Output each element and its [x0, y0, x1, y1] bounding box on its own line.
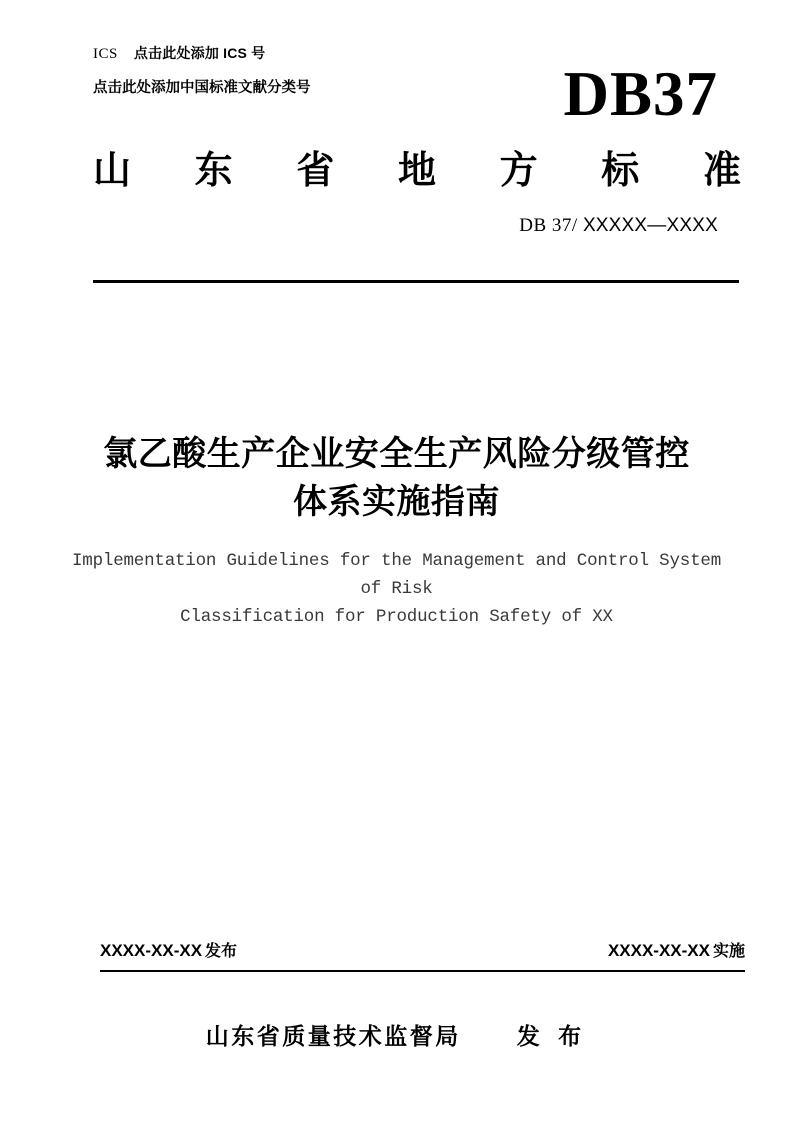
footer-divider-rule — [100, 970, 745, 972]
standard-number-code: XXXXX—XXXX — [582, 215, 718, 236]
page-title-line-1: 氯乙酸生产企业安全生产风险分级管控 — [103, 435, 690, 473]
province-standard-char-2: 东 — [194, 150, 233, 192]
province-standard-char-3: 省 — [296, 150, 335, 192]
province-standard-char-6: 标 — [601, 150, 640, 192]
issuing-authority-verb: 发 布 — [516, 1023, 588, 1049]
page-title — [77, 430, 717, 526]
province-standard-char-7: 准 — [702, 150, 741, 192]
issuing-authority-name: 山东省质量技术监督局 — [205, 1023, 461, 1049]
ics-placeholder: 点击此处添加 ICS 号 — [133, 45, 266, 61]
implement-label: 实施 — [712, 943, 745, 960]
ics-label: ICS — [93, 46, 118, 62]
standard-number-prefix: DB 37/ — [519, 215, 578, 236]
implement-date-group — [608, 938, 745, 965]
page-title-line-2: 体系实施指南 — [293, 483, 500, 521]
issuing-authority — [0, 1018, 793, 1054]
release-label: 发布 — [205, 943, 238, 960]
province-standard-char-4: 地 — [397, 150, 436, 192]
province-standard-heading — [93, 145, 741, 197]
header-divider-rule — [93, 280, 739, 283]
ics-line — [93, 42, 513, 65]
ccs-placeholder: 点击此处添加中国标准文献分类号 — [93, 80, 311, 96]
release-date-group — [100, 938, 237, 965]
page-subtitle-line-1: Implementation Guidelines for the Management and Control System of Risk — [71, 551, 721, 599]
page-subtitle-english — [64, 547, 729, 631]
header-metadata — [93, 42, 513, 99]
implement-date: XXXX-XX-XX — [607, 941, 710, 960]
standard-mark-db37: DB37 — [563, 59, 718, 129]
province-standard-char-5: 方 — [499, 150, 538, 192]
release-date: XXXX-XX-XX — [100, 941, 203, 960]
page-subtitle-line-2: Classification for Production Safety of XX — [180, 607, 613, 627]
province-standard-char-1: 山 — [93, 150, 132, 192]
footer-dates — [100, 938, 745, 965]
standard-number — [519, 212, 718, 240]
